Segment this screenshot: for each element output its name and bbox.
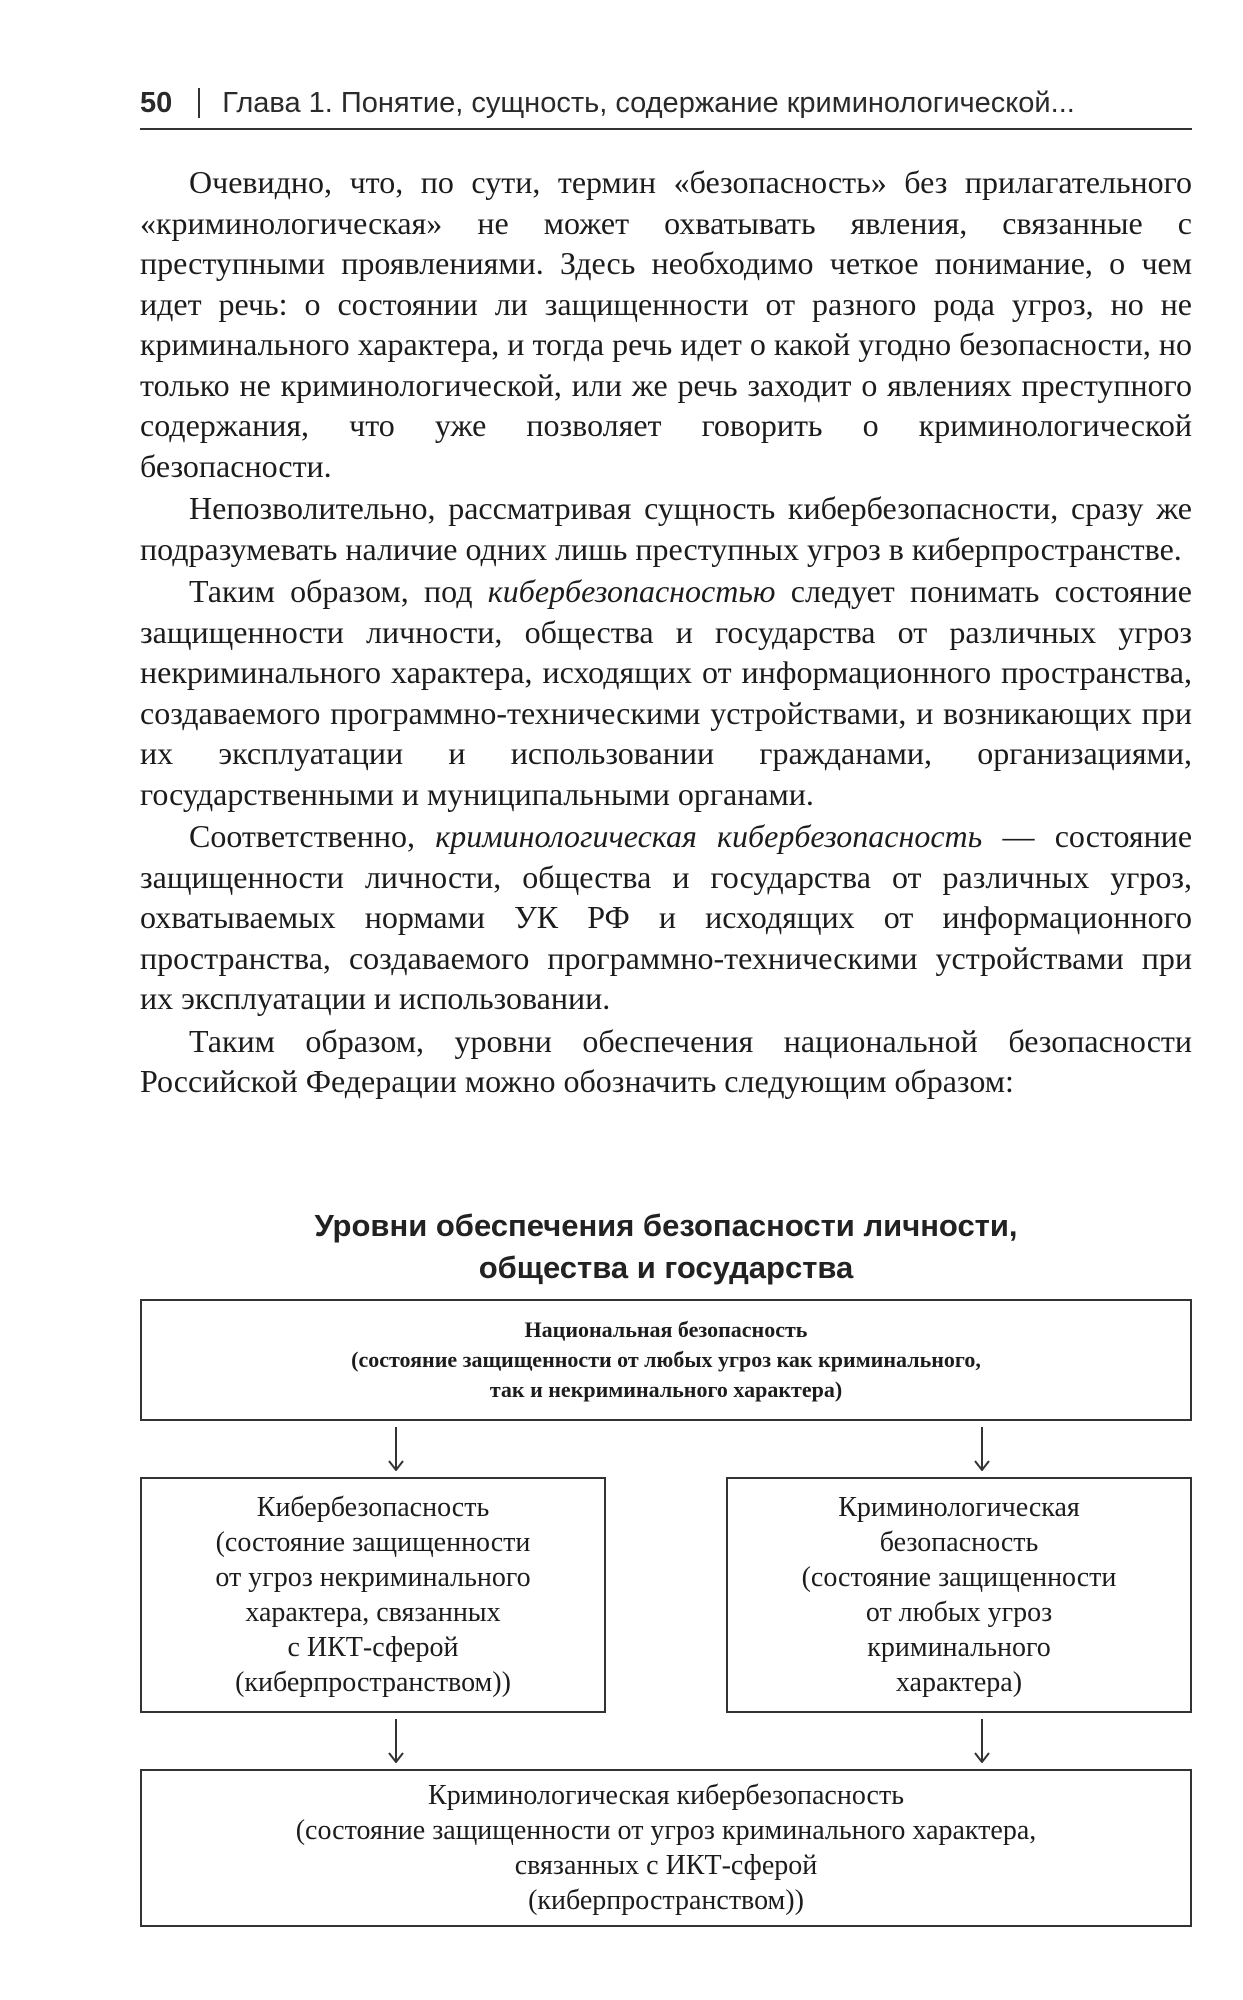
paragraph-3-rest: следует понимать состояние защищенности личности, общества и государства от различных угроз некриминального характера, исходящих от информационного пространства, создаваемого программно-техническими устройствами, и возникающих при их эксплуатации и использовании гражданами, организациями, государственными и муниципальными органами.: [140, 573, 1193, 812]
down-arrow-icon: [386, 1719, 406, 1763]
national-security-box: [140, 1299, 1192, 1421]
box-line: Кибербезопасность: [256, 1492, 490, 1523]
box-line: (киберпространством)): [235, 1667, 511, 1698]
running-header: [140, 78, 1192, 130]
box-line: (киберпространством)): [528, 1885, 804, 1916]
box-line: от любых угроз: [865, 1597, 1053, 1628]
down-arrow-icon: [386, 1427, 406, 1471]
body-text: [140, 162, 1192, 1104]
security-levels-diagram: [140, 1205, 1192, 1927]
paragraph-2: Непозволительно, рассматривая сущность кибербезопасности, сразу же подразумевать наличие одних лишь преступных угроз в киберпространстве.: [140, 490, 1192, 567]
paragraph-4-start: Соответственно,: [189, 818, 436, 854]
box-line: так и некриминального характера): [489, 1377, 843, 1402]
paragraph-5: Таким образом, уровни обеспечения национальной безопасности Российской Федерации можно обозначить следующим образом:: [140, 1022, 1192, 1099]
page-number: 50: [140, 86, 173, 119]
box-line: с ИКТ-сферой: [287, 1632, 459, 1663]
arrows-row-2: [140, 1713, 1192, 1769]
box-line: (состояние защищенности от угроз криминального характера,: [295, 1815, 1037, 1846]
paragraph-4: [140, 816, 1192, 1019]
box-line: характера): [895, 1667, 1023, 1698]
box-line: (состояние защищенности: [215, 1527, 531, 1558]
paragraph-4-rest: — состояние защищенности личности, общества и государства от различных угроз, охватываемых нормами УК РФ и исходящих от информационного пространства, создаваемого программно-техническими устройствами при их эксплуатации и использовании.: [140, 818, 1193, 1016]
arrows-row-1: [140, 1421, 1192, 1477]
paragraph-3-start: Таким образом, под: [189, 573, 488, 609]
criminological-cybersecurity-box: [140, 1769, 1192, 1927]
middle-row: [140, 1477, 1192, 1713]
box-line: (состояние защищенности: [801, 1562, 1117, 1593]
box-line: безопасность: [879, 1527, 1039, 1558]
term-cybersecurity: кибербезопасностью: [487, 573, 776, 609]
diagram-title-line-1: Уровни обеспечения безопасности личности,: [314, 1208, 1018, 1243]
box-line: Криминологическая: [838, 1492, 1080, 1523]
box-line: связанных с ИКТ-сферой: [514, 1850, 818, 1881]
box-line: Национальная безопасность: [524, 1317, 808, 1342]
term-criminological-cybersecurity: криминологическая кибербезопасность: [435, 818, 983, 854]
box-line: криминального: [867, 1632, 1051, 1663]
cybersecurity-box: [140, 1477, 606, 1713]
criminological-security-box: [726, 1477, 1192, 1713]
down-arrow-icon: [972, 1719, 992, 1763]
diagram-title: [140, 1205, 1192, 1289]
box-line: характера, связанных: [245, 1597, 501, 1628]
paragraph-3: [140, 571, 1192, 814]
header-separator: [198, 88, 200, 118]
box-line: от угроз некриминального: [215, 1562, 531, 1593]
box-line: Криминологическая кибербезопасность: [428, 1780, 904, 1811]
diagram-title-line-2: общества и государства: [478, 1250, 854, 1285]
down-arrow-icon: [972, 1427, 992, 1471]
box-line: (состояние защищенности от любых угроз как криминального,: [351, 1347, 981, 1372]
chapter-title: Глава 1. Понятие, сущность, содержание криминологической...: [222, 86, 1075, 119]
paragraph-1: Очевидно, что, по сути, термин «безопасность» без прилагательного «криминологическая» не может охватывать явления, связанные с преступными проявлениями. Здесь необходимо четкое понимание, о чем идет речь: о состоянии ли защищенности от разного рода угроз, но не криминального характера, и тогда речь идет о какой угодно безопасности, но только не криминологической, или же речь заходит о явлениях преступного содержания, что уже позволяет говорить о криминологической безопасности.: [140, 164, 1192, 484]
